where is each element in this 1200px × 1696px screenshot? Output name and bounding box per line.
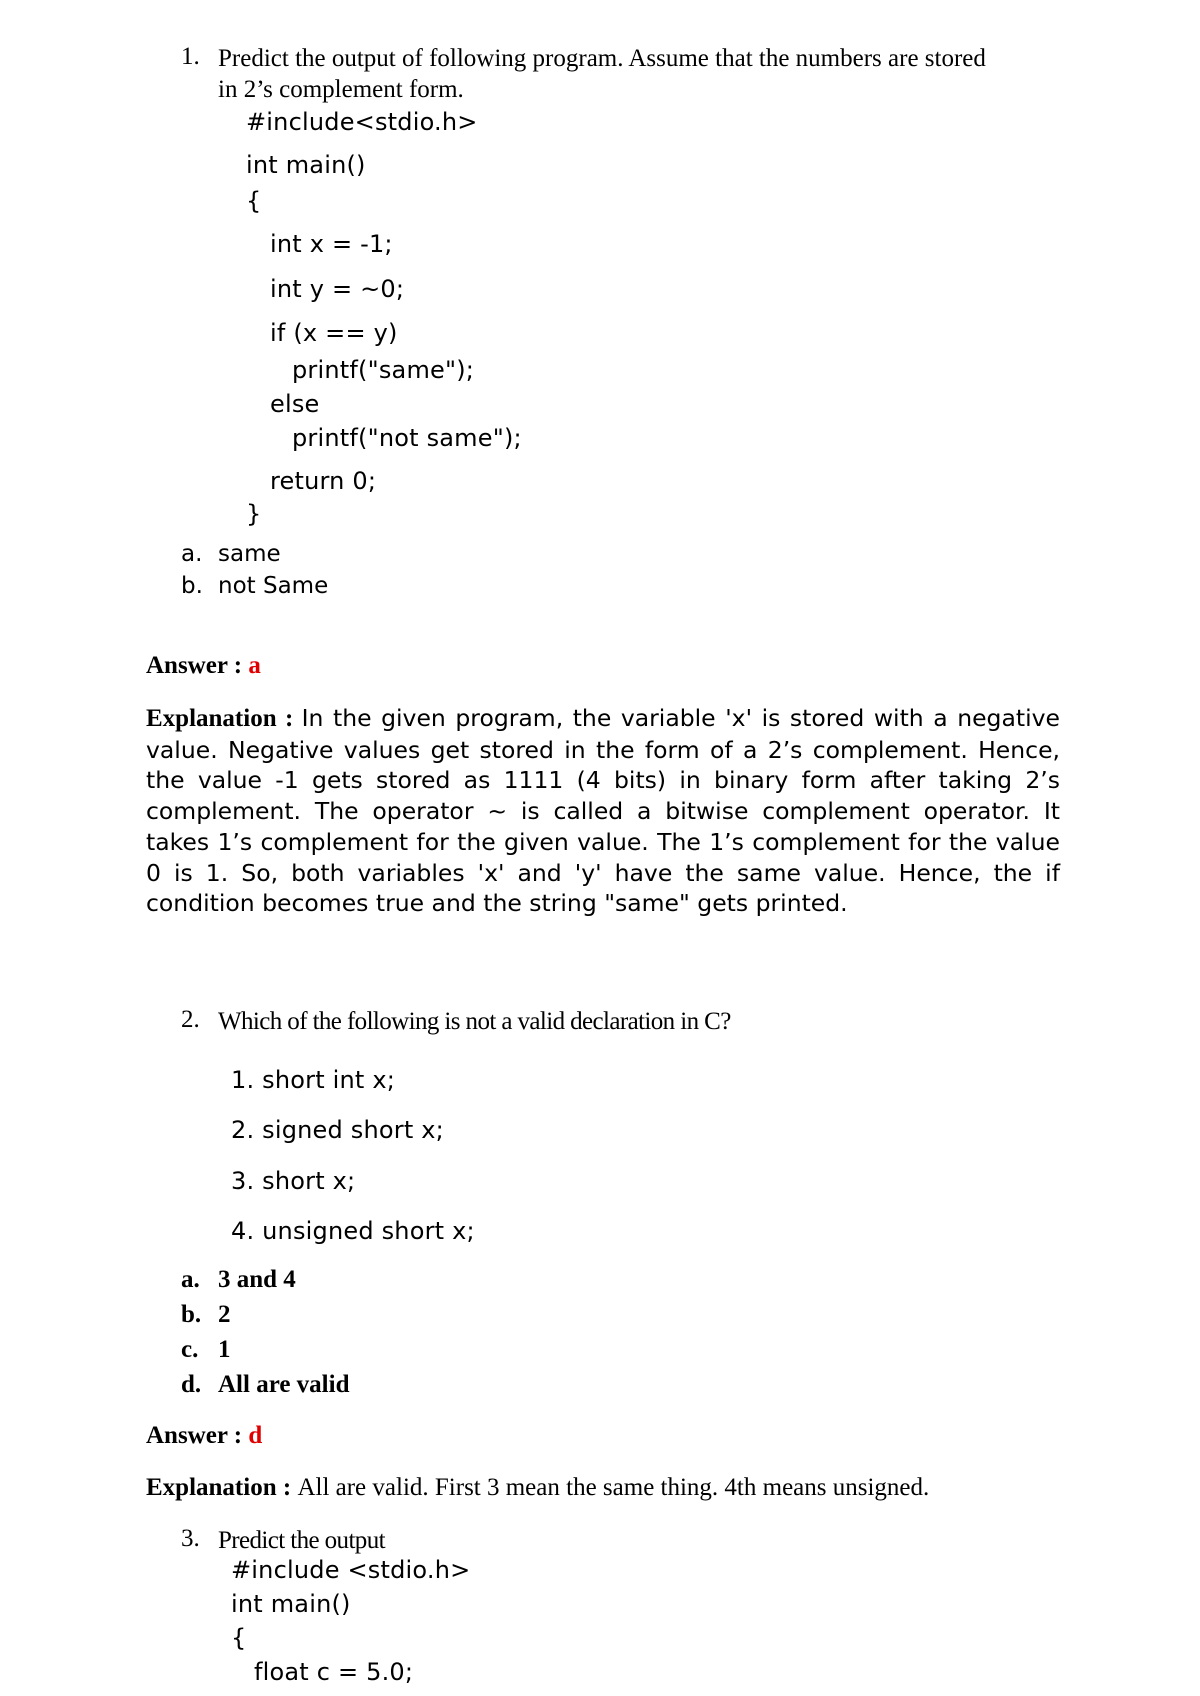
code-line: } <box>246 500 262 528</box>
code-line: { <box>231 1624 247 1652</box>
code-line: printf("same"); <box>292 356 475 384</box>
declaration-item: 1. short int x; <box>231 1066 396 1094</box>
code-line: int main() <box>246 151 366 179</box>
answer-label: Answer : <box>146 1422 249 1449</box>
question-1-explanation <box>146 703 1060 919</box>
option-text: not Same <box>218 573 329 599</box>
code-line: #include<stdio.h> <box>246 108 478 136</box>
code-line: int main() <box>231 1590 351 1618</box>
option-text: same <box>218 541 281 567</box>
declaration-item: 2. signed short x; <box>231 1116 444 1144</box>
option-text: 1 <box>218 1336 231 1363</box>
question-2-answer <box>146 1422 262 1450</box>
question-2-explanation <box>146 1474 929 1502</box>
declaration-item: 4. unsigned short x; <box>231 1217 475 1245</box>
question-1-text-line-1: Predict the output of following program. Assume that the numbers are stored <box>218 45 986 72</box>
declaration-item: 3. short x; <box>231 1167 356 1195</box>
code-line: else <box>270 390 320 418</box>
option-letter: a. <box>181 1266 200 1293</box>
option-text: 3 and 4 <box>218 1266 296 1293</box>
question-3-text: Predict the output <box>218 1527 385 1554</box>
question-2-text: Which of the following is not a valid declaration in C? <box>218 1008 731 1035</box>
explanation-label: Explanation : <box>146 1474 298 1501</box>
code-line: float c = 5.0; <box>254 1658 414 1686</box>
code-line: if (x == y) <box>270 319 398 347</box>
option-letter: b. <box>181 573 203 599</box>
option-letter: d. <box>181 1371 202 1398</box>
question-1-number: 1. <box>181 43 200 70</box>
answer-value: d <box>248 1422 263 1449</box>
question-3-number: 3. <box>181 1525 200 1552</box>
option-letter: b. <box>181 1301 202 1328</box>
answer-label: Answer : <box>146 652 249 679</box>
explanation-label: Explanation : <box>146 705 302 732</box>
code-line: { <box>246 187 262 215</box>
option-text: 2 <box>218 1301 231 1328</box>
explanation-text: All are valid. First 3 mean the same thing. 4th means unsigned. <box>297 1474 930 1501</box>
question-1-text-line-2: in 2’s complement form. <box>218 76 464 103</box>
code-line: int x = -1; <box>270 230 393 258</box>
question-1-answer <box>146 652 261 680</box>
explanation-text: In the given program, the variable 'x' is stored with a negative value. Negative values get stored in the form of a 2’s complement. Hence, the value -1 gets stored as 1111 (4 bits) in binary form after taking 2’s complement. The operator ~ is called a bitwise complement operator. It takes 1’s complement for the given value. The 1’s complement for the value 0 is 1. So, both variables 'x' and 'y' have the same value. Hence, the if condition becomes true and the string "same" gets printed. <box>146 704 1060 918</box>
option-text: All are valid <box>218 1371 350 1398</box>
option-letter: c. <box>181 1336 199 1363</box>
code-line: return 0; <box>270 467 377 495</box>
code-line: printf("not same"); <box>292 424 522 452</box>
question-2-number: 2. <box>181 1006 200 1033</box>
answer-value: a <box>248 652 261 679</box>
code-line: #include <stdio.h> <box>231 1556 471 1584</box>
option-letter: a. <box>181 541 203 567</box>
code-line: int y = ~0; <box>270 275 405 303</box>
